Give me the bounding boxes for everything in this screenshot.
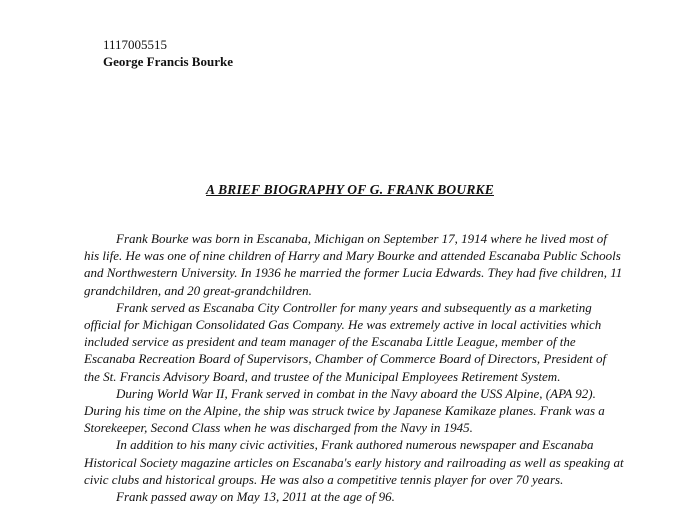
id-number: 1117005515 (103, 37, 168, 52)
body-line: Historical Society magazine articles on Escanaba's early history and railroading as well as speaking at (84, 454, 624, 470)
biography-body (84, 230, 684, 505)
body-line: and Northwestern University. In 1936 he married the former Lucia Edwards. They had five children, 11 (84, 265, 623, 281)
subject-name: George Francis Bourke (103, 54, 233, 69)
body-line: the St. Francis Advisory Board, and trustee of the Municipal Employees Retirement System. (84, 368, 561, 384)
body-line: During his time on the Alpine, the ship was struck twice by Japanese Kamikaze planes. Frank was a (84, 403, 605, 419)
body-line: In addition to his many civic activities, Frank authored numerous newspaper and Escanaba (116, 437, 594, 453)
body-line: official for Michigan Consolidated Gas Company. He was extremely active in local activities which (84, 317, 602, 333)
body-line: civic clubs and historical groups. He was also a competitive tennis player for over 70 years. (84, 471, 564, 487)
body-line: his life. He was one of nine children of Harry and Mary Bourke and attended Escanaba Public Schools (84, 248, 621, 264)
body-line: Escanaba Recreation Board of Supervisors, Chamber of Commerce Board of Directors, President of (84, 351, 607, 367)
body-line: Frank passed away on May 13, 2011 at the age of 96. (116, 489, 395, 505)
body-line: Frank Bourke was born in Escanaba, Michigan on September 17, 1914 where he lived most of (116, 231, 607, 246)
body-line: During World War II, Frank served in combat in the Navy aboard the USS Alpine, (APA 92). (116, 385, 596, 401)
body-line: grandchildren, and 20 great-grandchildren. (84, 282, 312, 298)
body-line: Frank served as Escanaba City Controller for many years and subsequently as a marketing (116, 299, 592, 315)
document-title: A BRIEF BIOGRAPHY OF G. FRANK BOURKE (206, 182, 494, 197)
document-header (103, 36, 233, 70)
body-line: included service as president and team manager of the Escanaba Little League, member of the (84, 334, 576, 350)
body-line: Storekeeper, Second Class when he was discharged from the Navy in 1945. (84, 420, 473, 436)
